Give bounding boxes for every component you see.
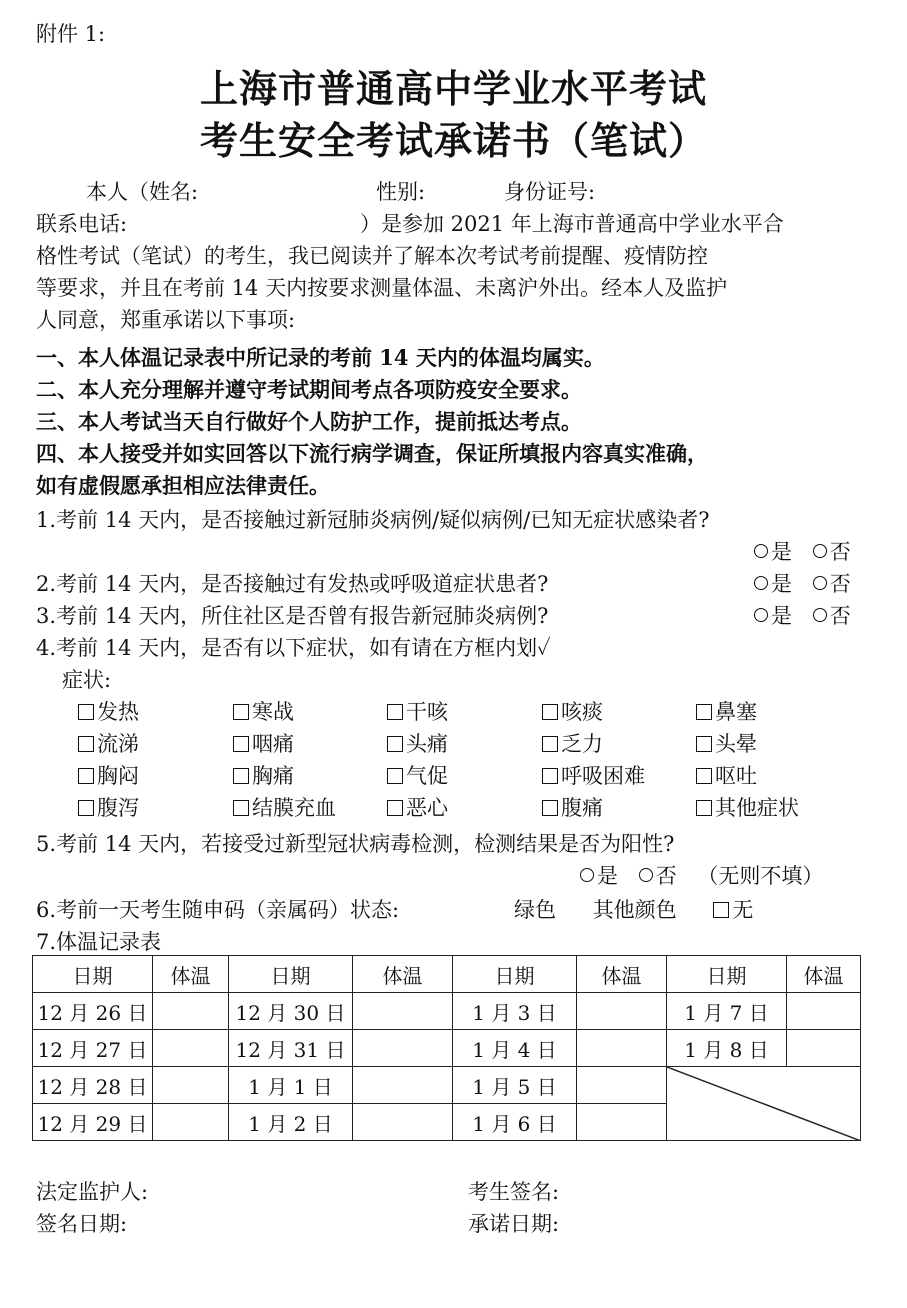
symptom-checkbox[interactable] <box>542 760 645 790</box>
symptom-checkbox[interactable] <box>387 728 448 758</box>
temp-cell[interactable] <box>353 1067 453 1104</box>
symptom-checkbox[interactable] <box>542 696 603 726</box>
date-cell: 1 月 8 日 <box>667 1030 787 1067</box>
temp-cell[interactable] <box>153 993 229 1030</box>
radio-circle-icon <box>813 608 827 622</box>
q1-yes-option[interactable] <box>754 536 792 566</box>
date-cell: 12 月 28 日 <box>33 1067 153 1104</box>
temp-cell[interactable] <box>353 1030 453 1067</box>
temp-cell[interactable] <box>353 993 453 1030</box>
checkbox-icon <box>542 768 558 784</box>
temp-cell[interactable] <box>787 1030 861 1067</box>
temp-cell[interactable] <box>153 1030 229 1067</box>
student-signature-label: 考生签名: <box>468 1180 560 1204</box>
symptom-label: 咽痛 <box>252 732 294 756</box>
checkbox-icon <box>78 704 94 720</box>
symptom-label: 咳痰 <box>561 700 603 724</box>
q2-no-label: 否 <box>829 572 851 596</box>
symptom-checkbox[interactable] <box>387 792 448 822</box>
checkbox-icon <box>78 768 94 784</box>
date-cell: 12 月 31 日 <box>229 1030 353 1067</box>
temp-cell[interactable] <box>577 1030 667 1067</box>
q5-options <box>566 860 823 890</box>
date-cell: 1 月 3 日 <box>453 993 577 1030</box>
table-row <box>33 993 861 1030</box>
symptom-checkbox[interactable] <box>696 696 757 726</box>
q3-options <box>740 600 851 630</box>
pledge-4: 四、本人接受并如实回答以下流行病学调查，保证所填报内容真实准确， <box>36 441 708 466</box>
diagonal-strike-line <box>667 1067 861 1141</box>
q5-yes-option[interactable] <box>580 860 618 890</box>
temp-cell[interactable] <box>153 1067 229 1104</box>
symptom-checkbox[interactable] <box>696 728 757 758</box>
symptom-checkbox[interactable] <box>387 760 448 790</box>
checkbox-icon <box>696 768 712 784</box>
radio-circle-icon <box>580 868 594 882</box>
q1-no-label: 否 <box>829 540 851 564</box>
checkbox-icon <box>696 704 712 720</box>
q3-yes-label: 是 <box>771 604 792 628</box>
symptom-label: 胸痛 <box>252 764 294 788</box>
question-4: 4.考前 14 天内，是否有以下症状，如有请在方框内划✓ <box>36 636 551 660</box>
radio-circle-icon <box>813 576 827 590</box>
gender-field-label: 性别: <box>376 180 426 204</box>
symptom-checkbox[interactable] <box>78 792 139 822</box>
q2-yes-option[interactable] <box>754 568 792 598</box>
symptom-checkbox[interactable] <box>78 728 139 758</box>
q2-yes-label: 是 <box>771 572 792 596</box>
checkbox-icon <box>696 736 712 752</box>
question-3: 3.考前 14 天内，所住社区是否曾有报告新冠肺炎病例? <box>36 604 549 628</box>
temp-cell[interactable] <box>787 993 861 1030</box>
symptoms-label: 症状: <box>62 668 112 692</box>
checkbox-icon <box>233 800 249 816</box>
table-header-temp: 体温 <box>153 956 229 993</box>
symptom-checkbox[interactable] <box>542 792 603 822</box>
checkbox-icon <box>542 736 558 752</box>
temp-cell[interactable] <box>577 1104 667 1141</box>
question-2: 2.考前 14 天内，是否接触过有发热或呼吸道症状患者? <box>36 572 549 596</box>
checkbox-icon <box>387 736 403 752</box>
q5-none-note: （无则不填） <box>697 864 824 888</box>
temperature-record-table <box>32 955 861 1141</box>
symptom-checkbox[interactable] <box>78 760 139 790</box>
intro-text-line-2: ）是参加 2021 年上海市普通高中学业水平合 <box>360 212 784 236</box>
date-cell: 1 月 7 日 <box>667 993 787 1030</box>
intro-text-line-5: 人同意，郑重承诺以下事项: <box>36 308 296 332</box>
radio-circle-icon <box>754 576 768 590</box>
symptom-checkbox[interactable] <box>233 728 294 758</box>
q3-no-option[interactable] <box>813 600 851 630</box>
checkbox-icon <box>233 768 249 784</box>
checkbox-icon <box>696 800 712 816</box>
table-header-temp: 体温 <box>787 956 861 993</box>
radio-circle-icon <box>639 868 653 882</box>
q3-no-label: 否 <box>829 604 851 628</box>
symptom-checkbox[interactable] <box>233 792 336 822</box>
symptom-label: 头痛 <box>406 732 448 756</box>
q5-yes-label: 是 <box>597 864 618 888</box>
symptom-label: 鼻塞 <box>715 700 757 724</box>
symptom-label: 呼吸困难 <box>561 764 645 788</box>
crossed-out-cell <box>667 1067 861 1141</box>
symptom-label: 腹痛 <box>561 796 603 820</box>
symptom-checkbox[interactable] <box>387 696 448 726</box>
checkbox-icon <box>233 736 249 752</box>
temp-cell[interactable] <box>353 1104 453 1141</box>
pledge-4-cont: 如有虚假愿承担相应法律责任。 <box>36 473 330 498</box>
checkbox-icon <box>78 736 94 752</box>
pledge-1: 一、本人体温记录表中所记录的考前 14 天内的体温均属实。 <box>36 345 605 370</box>
q1-yes-label: 是 <box>771 540 792 564</box>
table-header-date: 日期 <box>453 956 577 993</box>
checkbox-icon <box>233 704 249 720</box>
guardian-sign-date-label: 签名日期: <box>36 1212 128 1236</box>
annex-label: 附件 1: <box>36 22 106 46</box>
date-cell: 12 月 27 日 <box>33 1030 153 1067</box>
q6-options <box>500 894 753 924</box>
symptom-checkbox[interactable] <box>78 696 139 726</box>
radio-circle-icon <box>754 544 768 558</box>
symptom-checkbox[interactable] <box>696 760 757 790</box>
date-cell: 1 月 6 日 <box>453 1104 577 1141</box>
symptom-label: 流涕 <box>97 732 139 756</box>
date-cell: 12 月 26 日 <box>33 993 153 1030</box>
guardian-signature-label: 法定监护人: <box>36 1180 149 1204</box>
q5-no-option[interactable] <box>639 860 677 890</box>
table-header-date: 日期 <box>229 956 353 993</box>
question-6: 6.考前一天考生随申码（亲属码）状态: <box>36 898 400 922</box>
checkbox-icon <box>78 800 94 816</box>
question-5: 5.考前 14 天内，若接受过新型冠状病毒检测，检测结果是否为阳性? <box>36 832 675 856</box>
q6-none-option[interactable] <box>713 894 753 924</box>
q1-no-option[interactable] <box>813 536 851 566</box>
radio-circle-icon <box>813 544 827 558</box>
question-7: 7.体温记录表 <box>36 930 162 954</box>
checkbox-icon <box>713 902 729 918</box>
pledge-3: 三、本人考试当天自行做好个人防护工作，提前抵达考点。 <box>36 409 582 434</box>
symptom-label: 呕吐 <box>715 764 757 788</box>
date-cell: 1 月 4 日 <box>453 1030 577 1067</box>
phone-field-label: 联系电话: <box>36 212 128 236</box>
symptom-label: 干咳 <box>406 700 448 724</box>
temp-cell[interactable] <box>153 1104 229 1141</box>
title-line-1: 上海市普通高中学业水平考试 <box>199 66 707 111</box>
question-1: 1.考前 14 天内，是否接触过新冠肺炎病例/疑似病例/已知无症状感染者? <box>36 508 710 532</box>
intro-text-line-3: 格性考试（笔试）的考生，我已阅读并了解本次考试考前提醒、疫情防控 <box>36 244 708 268</box>
checkbox-icon <box>387 800 403 816</box>
symptom-label: 乏力 <box>561 732 603 756</box>
title-line-2: 考生安全考试承诺书（笔试） <box>199 118 707 163</box>
table-header-temp: 体温 <box>577 956 667 993</box>
pledge-2: 二、本人充分理解并遵守考试期间考点各项防疫安全要求。 <box>36 377 582 402</box>
table-header-date: 日期 <box>33 956 153 993</box>
temp-cell[interactable] <box>577 1067 667 1104</box>
symptom-label: 其他症状 <box>715 796 799 820</box>
symptom-label: 气促 <box>406 764 448 788</box>
q2-no-option[interactable] <box>813 568 851 598</box>
date-cell: 12 月 29 日 <box>33 1104 153 1141</box>
pledge-date-label: 承诺日期: <box>468 1212 560 1236</box>
checkbox-icon <box>542 800 558 816</box>
symptom-label: 头晕 <box>715 732 757 756</box>
name-field-label: 本人（姓名: <box>86 180 199 204</box>
temp-cell[interactable] <box>577 993 667 1030</box>
q6-other-color-option[interactable]: 其他颜色 <box>592 898 677 922</box>
q3-yes-option[interactable] <box>754 600 792 630</box>
symptom-label: 发热 <box>97 700 139 724</box>
checkbox-icon <box>542 704 558 720</box>
symptom-checkbox[interactable] <box>233 696 294 726</box>
radio-circle-icon <box>754 608 768 622</box>
checkbox-icon <box>387 768 403 784</box>
table-row <box>33 1067 861 1104</box>
checkbox-icon <box>387 704 403 720</box>
date-cell: 1 月 5 日 <box>453 1067 577 1104</box>
symptom-checkbox[interactable] <box>542 728 603 758</box>
date-cell: 1 月 1 日 <box>229 1067 353 1104</box>
symptom-label: 胸闷 <box>97 764 139 788</box>
symptom-label: 恶心 <box>406 796 448 820</box>
symptom-checkbox[interactable] <box>696 792 799 822</box>
q5-no-label: 否 <box>655 864 677 888</box>
symptom-checkbox[interactable] <box>233 760 294 790</box>
table-header-date: 日期 <box>667 956 787 993</box>
symptom-label: 寒战 <box>252 700 294 724</box>
table-row <box>33 1030 861 1067</box>
date-cell: 12 月 30 日 <box>229 993 353 1030</box>
q1-options <box>740 536 851 566</box>
table-header-row <box>33 956 861 993</box>
date-cell: 1 月 2 日 <box>229 1104 353 1141</box>
q2-options <box>740 568 851 598</box>
table-header-temp: 体温 <box>353 956 453 993</box>
symptom-label: 结膜充血 <box>252 796 336 820</box>
q6-none-label: 无 <box>732 898 754 922</box>
id-number-field-label: 身份证号: <box>504 180 596 204</box>
q6-green-option[interactable]: 绿色 <box>514 898 556 922</box>
intro-text-line-4: 等要求，并且在考前 14 天内按要求测量体温、未离沪外出。经本人及监护 <box>36 276 728 300</box>
symptom-label: 腹泻 <box>97 796 139 820</box>
